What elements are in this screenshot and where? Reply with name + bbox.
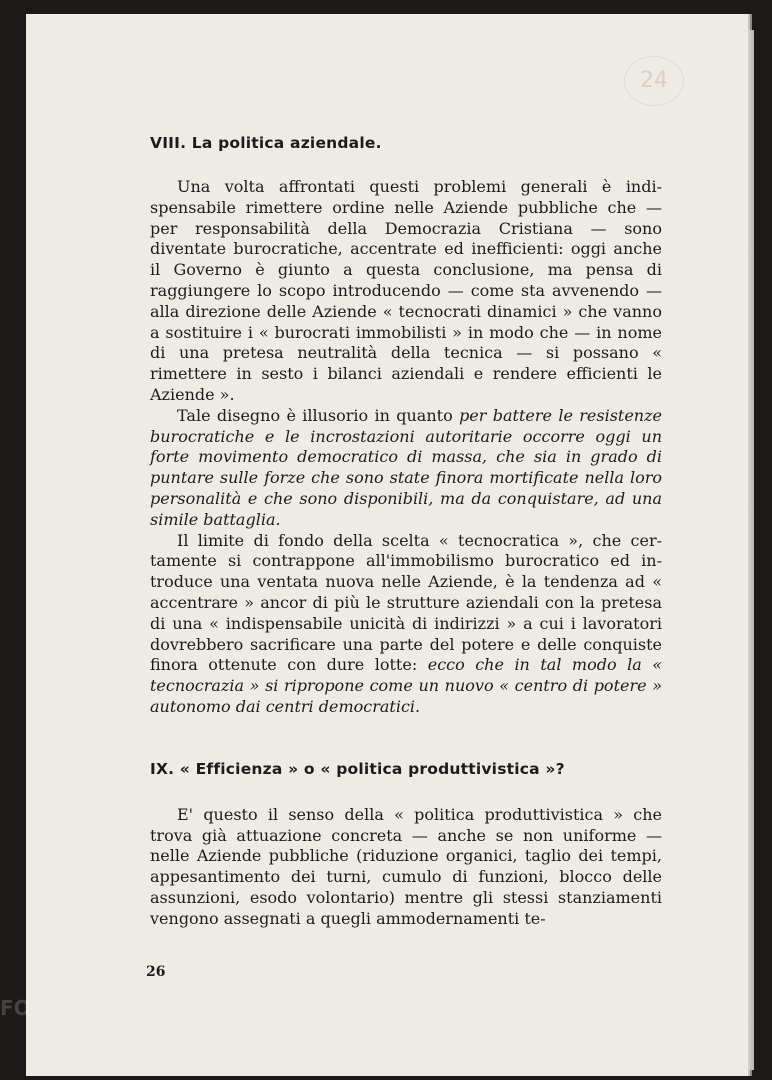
paragraph-italic-text: ecco che in tal modo la « tecnocrazia » si ripropone come un nuovo « centro di potere » autonomo dai centri democratici.	[150, 655, 663, 716]
page-content	[150, 133, 662, 930]
section-heading-ix: IX. « Efficienza » o « politica produttivistica »?	[150, 759, 565, 778]
paragraph-italic-text: per battere le resistenze burocratiche e le incrostazioni autoritarie occorre oggi un forte movimento democratico di massa, che sia in grado di puntare sulle forze che sono state finora mortificate nella loro personalità e che sono disponibili, ma da conquistare, ad una simile battaglia.	[150, 405, 663, 529]
archive-stamp: 24	[624, 56, 684, 106]
paragraph: Una volta affrontati questi problemi generali è indispensabile rimettere ordine nelle Aziende pubbliche che — per responsabilità della Democrazia Cristiana — sono diventate burocratiche, accentrate ed inefficienti: oggi anche il Governo è giunto a questa conclusione, ma pensa di raggiungere lo scopo introducendo — come sta avvenendo — alla direzione delle Aziende « tecnocrati dinamici » che vanno a sostituire i « burocrati immobilisti » in modo che — in nome di una pretesa neutralità della tecnica — si possano « rimettere in sesto i bilanci aziendali e rendere efficienti le Aziende ».	[150, 177, 662, 404]
watermark-text: FO	[0, 996, 31, 1020]
paragraph	[150, 406, 662, 531]
section-heading-viii: VIII. La politica aziendale.	[150, 134, 382, 152]
paragraph-text: Tale disegno è illusorio in quanto	[177, 405, 460, 425]
paragraph: E' questo il senso della « politica produttivistica » che trova già attuazione concreta — anche se non uniforme — nelle Aziende pubbliche (riduzione organici, taglio dei tempi, appesantimento dei turni, cumulo di funzioni, blocco delle assunzioni, esodo volontario) mentre gli stessi stanziamenti vengono assegnati a quegli ammodernamenti te-	[150, 804, 662, 928]
page-edge	[748, 30, 754, 1070]
paragraph-text: Il limite di fondo della scelta « tecnocratica », che certamente si contrappone all'immobilismo burocratico ed introduce una ventata nuova nelle Aziende, è la tendenza ad « accentrare » ancor di più le strutture aziendali con la pretesa di una « indispensabile unicità di indirizzi » a cui i lavoratori dovrebbero sacrificare una parte del potere e delle conquiste finora ottenute con dure lotte:	[150, 530, 662, 675]
paragraph	[150, 531, 662, 718]
page-number: 26	[146, 964, 166, 980]
